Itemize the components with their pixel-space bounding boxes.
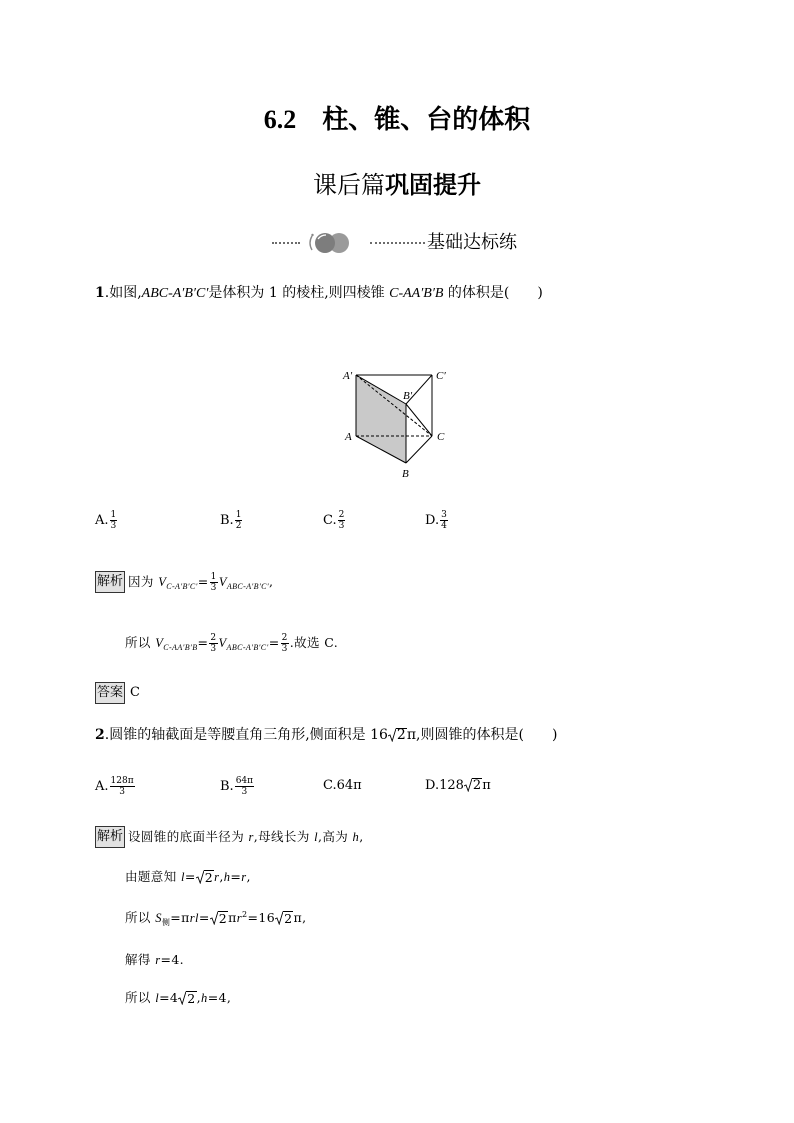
text-run: 因为 [128, 574, 159, 589]
fraction-denominator: 3 [210, 644, 217, 654]
question-number: 2 [95, 727, 105, 743]
analysis-label: 解析 [95, 826, 125, 848]
fraction-numerator: 3 [441, 510, 447, 520]
fraction [209, 633, 217, 654]
fraction-numerator: 2 [210, 633, 217, 643]
text-run: =4. [160, 952, 185, 967]
q2-analysis-line [128, 827, 364, 847]
math-variable: h [201, 991, 208, 1005]
math-variable: r [248, 830, 254, 844]
fraction-numerator: 2 [281, 633, 288, 643]
square-root [196, 870, 214, 884]
page-title [0, 104, 794, 136]
q1-analysis-line [125, 633, 338, 654]
text-run: = [184, 869, 196, 884]
radical-sign-icon [178, 991, 186, 1005]
text-run: ,母线长为 [253, 829, 315, 844]
info-circles-icon [306, 232, 350, 254]
text-run: C.64π [323, 778, 362, 793]
radical-sign-icon [275, 911, 283, 925]
text-run: π [482, 778, 491, 793]
title-number: 6.2 [263, 105, 297, 134]
text-run: 的体积是( ) [443, 285, 543, 301]
label-c1: C′ [436, 370, 446, 382]
fraction-denominator: 3 [241, 787, 248, 797]
q2-option-c [323, 776, 362, 796]
q1-option-b [220, 510, 243, 531]
fraction-numerator: 64π [235, 776, 254, 786]
fraction-numerator: 128π [110, 776, 134, 786]
math-variable: l [155, 991, 160, 1005]
text-run: = [268, 635, 280, 650]
text-run: 所以 [125, 990, 156, 1005]
math-variable: l [314, 830, 318, 844]
math-variable: V [218, 575, 227, 589]
math-variable: r [155, 953, 161, 967]
text-run: , [269, 574, 274, 589]
q2-analysis-line [125, 950, 184, 970]
math-variable: C-AA′B′B [389, 286, 444, 301]
math-variable: h [223, 870, 231, 884]
radicand: 2 [472, 778, 482, 793]
text-run: π,则圆锥的体积是( ) [406, 727, 558, 743]
label-b: B [402, 468, 409, 480]
text-run: A. [95, 779, 109, 794]
text-run: , [359, 829, 364, 844]
text-run: 所以 [125, 635, 156, 650]
text-run: π, [293, 910, 307, 925]
fraction [110, 510, 118, 531]
analysis-label: 解析 [95, 571, 125, 593]
square-root [388, 728, 407, 742]
page-subtitle [0, 170, 794, 200]
text-run: 由题意知 [125, 869, 181, 884]
math-variable: r [241, 870, 247, 884]
q2-option-a [95, 776, 136, 797]
q1-option-d [425, 510, 449, 531]
text-run: =4, [207, 990, 232, 1005]
q2-analysis-line [125, 867, 251, 887]
square-root [210, 911, 228, 925]
section-header [272, 232, 517, 254]
text-run: C. [323, 513, 337, 528]
radical-sign-icon [210, 911, 218, 925]
square-root [275, 911, 293, 925]
label-a1: A′ [343, 370, 353, 382]
math-subscript: C-AA′B′B [163, 643, 198, 652]
fraction-denominator: 3 [110, 521, 117, 531]
text-run: A. [95, 513, 109, 528]
math-variable: rl [189, 911, 199, 925]
text-run: .如图, [104, 285, 142, 301]
question-1-stem [95, 283, 543, 304]
text-run: 设圆锥的底面半径为 [128, 829, 249, 844]
text-run: B. [220, 513, 234, 528]
radicand: 2 [284, 911, 293, 926]
text-run: = [197, 574, 209, 589]
fraction [440, 510, 448, 531]
text-run: =16 [247, 910, 276, 925]
fraction-numerator: 2 [338, 510, 345, 520]
text-run: .故选 C. [289, 635, 339, 650]
text-run: =4 [159, 990, 179, 1005]
math-variable: h [352, 830, 360, 844]
math-variable: V [155, 636, 164, 650]
fraction [281, 633, 289, 654]
text-run: 解得 [125, 952, 156, 967]
radicand: 2 [218, 911, 228, 926]
dotted-leader-left [272, 242, 300, 244]
fraction [338, 510, 346, 531]
text-run: 是体积为 1 的棱柱,则四棱锥 [208, 285, 390, 301]
q1-analysis-line [128, 572, 273, 593]
radical-sign-icon [464, 778, 472, 792]
label-c: C [437, 431, 445, 443]
fraction-numerator: 1 [210, 572, 217, 582]
text-run: 所以 [125, 910, 156, 925]
fraction [210, 572, 218, 593]
math-variable: r [214, 870, 220, 884]
edge-b-c [406, 436, 432, 463]
text-run: , [196, 990, 202, 1005]
q1-option-a [95, 510, 118, 531]
text-run: D. [425, 513, 440, 528]
math-variable: ABC-A′B′C′ [141, 286, 209, 301]
radical-sign-icon [388, 728, 396, 742]
math-subscript: 侧 [161, 918, 171, 927]
fraction [110, 776, 135, 797]
q2-option-b [220, 776, 255, 797]
fraction-numerator: 1 [235, 510, 242, 520]
radicand: 2 [396, 727, 406, 743]
text-run: , [246, 869, 251, 884]
radicand: 2 [187, 991, 196, 1006]
question-2-stem [95, 725, 557, 745]
fraction-numerator: 1 [110, 510, 117, 520]
fraction-denominator: 3 [338, 521, 345, 531]
subtitle-normal: 课后篇 [313, 171, 385, 199]
radicand: 2 [204, 870, 214, 885]
label-b1: B′ [403, 390, 413, 402]
text-run: = [230, 869, 242, 884]
label-a: A [345, 431, 352, 443]
math-variable: S [155, 911, 162, 925]
fraction-denominator: 2 [235, 521, 242, 531]
answer-label: 答案 [95, 682, 125, 704]
text-run: B. [220, 779, 234, 794]
fraction-denominator: 3 [210, 583, 217, 593]
subtitle-bold: 巩固提升 [385, 171, 481, 199]
math-variable: r [236, 911, 243, 925]
text-run: .圆锥的轴截面是等腰直角三角形,侧面积是 16 [104, 727, 388, 743]
text-run: =π [170, 910, 190, 925]
q2-analysis-line [125, 988, 231, 1008]
text-run: = [198, 910, 210, 925]
math-variable: V [158, 575, 167, 589]
math-variable: l [180, 870, 185, 884]
fraction-denominator: 3 [281, 644, 288, 654]
math-subscript: ABC-A′B′C′ [226, 643, 269, 652]
q1-option-c [323, 510, 346, 531]
q2-analysis-line [125, 908, 306, 928]
fraction-denominator: 4 [441, 521, 447, 531]
title-text: 柱、锥、台的体积 [322, 105, 531, 135]
text-run: D.128 [425, 778, 464, 793]
text-run: , [219, 869, 224, 884]
math-subscript: ABC-A′B′C′ [226, 582, 269, 591]
answer-value: C [130, 685, 140, 700]
question-number: 1 [95, 285, 105, 301]
text-run: = [197, 635, 209, 650]
radical-sign-icon [196, 870, 204, 884]
square-root [178, 991, 196, 1005]
text-run: π [228, 910, 237, 925]
fraction [235, 510, 243, 531]
square-root [464, 778, 482, 792]
segment-b1-c [406, 404, 432, 436]
fraction [235, 776, 254, 797]
text-run: ,高为 [317, 829, 353, 844]
prism-figure [330, 360, 460, 485]
dotted-leader-right [370, 242, 425, 244]
fraction-denominator: 3 [119, 787, 125, 797]
math-variable: V [218, 636, 227, 650]
math-subscript: C-A′B′C′ [166, 582, 198, 591]
math-superscript: 2 [242, 910, 248, 919]
q2-option-d [425, 776, 491, 796]
section-label: 基础达标练 [427, 232, 517, 253]
